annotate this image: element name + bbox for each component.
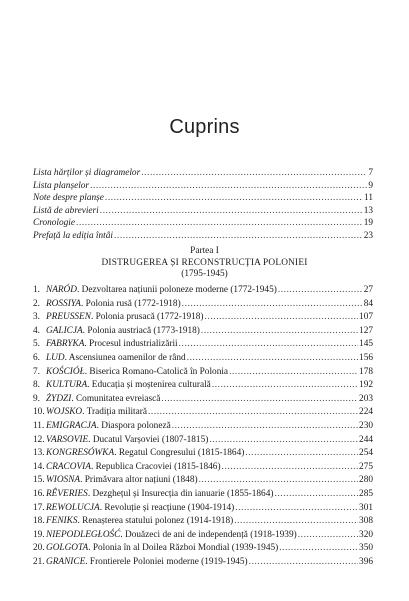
chapter-number: 20. [33, 543, 45, 554]
chapter-keyword: FABRYKA [46, 339, 85, 350]
chapter-page: 178 [359, 366, 373, 377]
chapter-number: 17. [33, 502, 45, 513]
chapter-title: . Dezvoltarea națiunii poloneze moderne (1772-1945) [77, 285, 277, 295]
chapter-title: . Primăvara altor națiuni (1848) [80, 475, 198, 486]
toc-entry[interactable] [33, 230, 373, 243]
toc-entry[interactable] [33, 192, 373, 205]
dot-leader [172, 420, 358, 434]
dot-leader [278, 284, 363, 298]
chapter-entry[interactable] [33, 488, 373, 502]
chapter-keyword: RÊVERIES [46, 488, 88, 499]
dot-leader [212, 379, 358, 393]
chapter-keyword: EMIGRACJA [46, 420, 97, 431]
chapter-page: 280 [359, 475, 373, 486]
dot-leader [148, 406, 358, 420]
dot-leader [229, 366, 358, 380]
chapter-entry[interactable] [33, 325, 373, 339]
chapter-title: . Diaspora poloneză [96, 420, 171, 431]
toc-entry-page: 23 [363, 230, 373, 241]
chapter-page: 203 [359, 393, 373, 404]
chapter-entry[interactable] [33, 556, 373, 570]
dot-leader [245, 447, 358, 461]
chapter-entry[interactable] [33, 352, 373, 366]
chapter-page: 350 [359, 543, 373, 554]
chapter-keyword: FENIKS [46, 516, 78, 527]
toc-entry-page: 7 [368, 168, 373, 178]
toc-entry-label: Lista hărților și diagramelor [33, 168, 141, 178]
chapter-entry[interactable] [33, 406, 373, 420]
chapter-number: 11. [33, 420, 45, 431]
chapter-number: 7. [33, 366, 40, 377]
chapter-keyword: GOLGOTA [46, 543, 89, 554]
part-heading [0, 246, 409, 281]
chapter-title: . Procesul industrializării [84, 339, 178, 350]
chapter-entry[interactable] [33, 298, 373, 312]
chapter-number: 4. [33, 325, 40, 336]
chapter-page: 301 [359, 502, 373, 513]
chapter-number: 13. [33, 448, 45, 459]
chapter-keyword: REWOLUCJA [46, 502, 100, 513]
chapter-title: . Biserica Romano-Catolică în Polonia [84, 366, 229, 377]
chapter-keyword: LUD [46, 352, 65, 363]
chapter-entry[interactable] [33, 379, 373, 393]
front-matter-list [33, 167, 373, 243]
chapter-keyword: KOŚCIÓŁ [46, 366, 85, 377]
dot-leader [274, 488, 358, 502]
chapter-keyword: PREUSSEN [46, 312, 91, 323]
dot-leader [235, 502, 358, 516]
chapter-page: 127 [359, 325, 373, 336]
dot-leader [249, 556, 358, 570]
chapter-page: 107 [359, 312, 373, 323]
part-years: (1795-1945) [181, 269, 228, 279]
chapter-number: 21. [33, 556, 45, 567]
chapter-keyword: WIOSNA [46, 475, 81, 486]
dot-leader [222, 461, 359, 475]
toc-entry[interactable] [33, 217, 373, 230]
dot-leader [187, 352, 358, 366]
chapter-page: 275 [359, 461, 373, 472]
chapter-keyword: WOJSKO [46, 407, 83, 418]
toc-entry[interactable] [33, 167, 373, 180]
toc-entry-label: Prefață la ediția întâi [33, 230, 113, 241]
dot-leader [161, 393, 358, 407]
chapter-number: 9. [33, 393, 40, 404]
chapter-title: . Polonia austriacă (1773-1918) [82, 325, 200, 336]
dot-leader [90, 180, 367, 193]
dot-leader [179, 338, 358, 352]
chapter-number: 6. [33, 352, 40, 363]
chapter-page: 396 [359, 556, 373, 567]
chapter-title: . Dezghețul și Insurecția din ianuarie (1855-1864) [87, 488, 274, 499]
chapter-page: 254 [359, 448, 373, 459]
chapter-title: . Ducatul Varșoviei (1807-1815) [88, 434, 209, 445]
chapter-keyword: GALICJA [46, 325, 83, 336]
chapter-entry[interactable] [33, 542, 373, 556]
dot-leader [105, 192, 363, 205]
dot-leader [298, 529, 358, 543]
toc-entry-label: Lista planșelor [33, 180, 90, 191]
chapter-title: . Comunitatea evreiască [71, 393, 161, 404]
chapter-page: 308 [359, 516, 373, 527]
chapter-entry[interactable] [33, 366, 373, 380]
chapter-title: . Tradiția militară [82, 407, 147, 418]
part-title: DISTRUGEREA ȘI RECONSTRUCȚIA POLONIEI [101, 257, 308, 268]
chapter-title: . Revoluție și reacțiune (1904-1914) [99, 502, 235, 513]
chapter-entry[interactable] [33, 474, 373, 488]
chapter-number: 1. [33, 285, 40, 295]
chapter-title: . Frontierele Poloniei moderne (1919-1945) [85, 556, 248, 567]
chapter-page: 285 [359, 488, 373, 499]
chapter-list [33, 284, 373, 569]
toc-entry[interactable] [33, 180, 373, 193]
dot-leader [201, 325, 358, 339]
dot-leader [209, 434, 358, 448]
chapter-number: 5. [33, 339, 40, 350]
chapter-title: . Ascensiunea oamenilor de rând [64, 352, 186, 363]
chapter-entry[interactable] [33, 434, 373, 448]
chapter-number: 12. [33, 434, 45, 445]
dot-leader [100, 205, 363, 218]
toc-entry-page: 13 [363, 205, 373, 216]
dot-leader [234, 515, 358, 529]
dot-leader [199, 474, 358, 488]
chapter-keyword: ROSSIYA [46, 298, 81, 309]
toc-entry-page: 11 [364, 193, 373, 204]
chapter-keyword: NIEPODLEGŁOŚĆ [46, 529, 121, 540]
chapter-keyword: VARSOVIE [46, 434, 89, 445]
chapter-entry[interactable] [33, 393, 373, 407]
chapter-number: 14. [33, 461, 45, 472]
chapter-number: 15. [33, 475, 45, 486]
chapter-number: 10. [33, 407, 45, 418]
toc-entry-page: 19 [363, 218, 373, 229]
chapter-title: . Educația și moștenirea culturală [87, 380, 211, 391]
chapter-entry[interactable] [33, 420, 373, 434]
page-title: Cuprins [169, 116, 240, 138]
chapter-keyword: GRANICE [46, 556, 86, 567]
toc-entry-label: Listă de abrevieri [33, 205, 99, 216]
chapter-keyword: KULTURA [46, 380, 88, 391]
chapter-title: . Douăzeci de ani de independență (1918-1939) [120, 529, 297, 540]
chapter-number: 3. [33, 312, 40, 323]
toc-entry-label: Note despre planșe [33, 193, 104, 204]
part-label: Partea I [190, 246, 219, 256]
chapter-keyword: KONGRESÓWKA [46, 448, 115, 459]
chapter-page: 224 [359, 407, 373, 418]
chapter-page: 244 [359, 434, 373, 445]
chapter-entry[interactable] [33, 529, 373, 543]
chapter-entry[interactable] [33, 515, 373, 529]
chapter-entry[interactable] [33, 447, 373, 461]
chapter-entry[interactable] [33, 311, 373, 325]
toc-entry-page: 9 [368, 180, 373, 191]
toc-entry-label: Cronologie [33, 218, 76, 229]
chapter-page: 145 [359, 339, 373, 350]
chapter-entry[interactable] [33, 284, 373, 298]
chapter-page: 192 [359, 380, 373, 391]
dot-leader [279, 542, 358, 556]
chapter-page: 320 [359, 529, 373, 540]
chapter-page: 84 [363, 298, 373, 309]
chapter-title: . Regatul Congresului (1815-1864) [114, 448, 245, 459]
chapter-number: 16. [33, 488, 45, 499]
chapter-title: . Republica Cracoviei (1815-1846) [90, 461, 221, 472]
chapter-entry[interactable] [33, 502, 373, 516]
chapter-title: . Polonia rusă (1772-1918) [81, 298, 181, 309]
chapter-page: 230 [359, 420, 373, 431]
chapter-title: . Polonia prusacă (1772-1918) [90, 312, 204, 323]
dot-leader [141, 167, 367, 180]
chapter-number: 2. [33, 298, 40, 309]
dot-leader [182, 298, 363, 312]
dot-leader [76, 217, 363, 230]
dot-leader [205, 311, 359, 325]
chapter-keyword: NARÓD [46, 285, 77, 295]
chapter-title: . Renașterea statului polonez (1914-1918) [77, 516, 234, 527]
chapter-title: . Polonia în al Doilea Război Mondial (1939-1945) [88, 543, 279, 554]
chapter-page: 27 [363, 285, 373, 295]
chapter-entry[interactable] [33, 338, 373, 352]
chapter-keyword: CRACOVIA [46, 461, 91, 472]
chapter-number: 18. [33, 516, 45, 527]
toc-entry[interactable] [33, 205, 373, 218]
chapter-number: 19. [33, 529, 45, 540]
chapter-number: 8. [33, 380, 40, 391]
chapter-entry[interactable] [33, 461, 373, 475]
chapter-keyword: ŻYDZI [46, 393, 72, 404]
dot-leader [114, 230, 363, 243]
chapter-page: 156 [359, 352, 373, 363]
